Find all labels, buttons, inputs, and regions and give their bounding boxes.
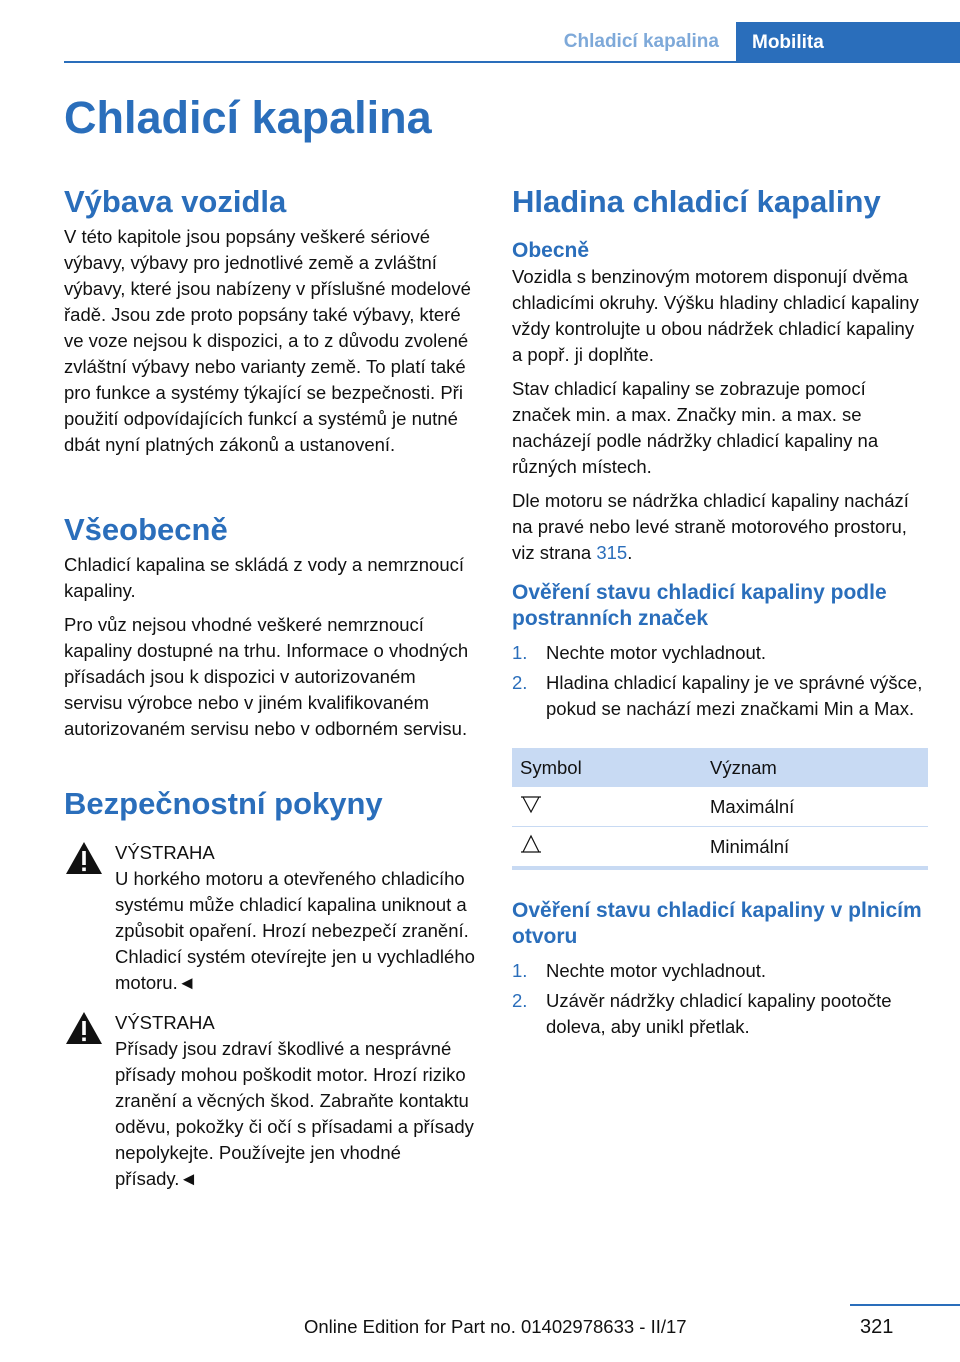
left-column — [64, 180, 478, 1192]
warning-2-label: VÝSTRAHA — [115, 1012, 215, 1033]
header-chapter: Mobilita — [736, 22, 960, 63]
page-number: 321 — [860, 1316, 894, 1338]
right-column — [512, 180, 928, 1044]
heading-equipment: Výbava vozidla — [64, 184, 287, 219]
para-equipment: V této kapitole jsou popsány veškeré sériové výbavy, výbavy pro jednotlivé země a zvláštní výbavy, které jsou nabízeny v příslušné modelové řadě. Jsou zde proto popsány také výbavy, které ve voze nejsou k dispozici, a to z důvodu zvolené zvláštní výbavy nebo varianty země. To platí také pro funkce a systémy týkající se bezpečnosti. Při použití odpovídajících funkcí a systémů je nutné dbát nyní platných zákonů a ustanovení. — [64, 226, 471, 455]
para-overview-2: Stav chladicí kapaliny se zobrazuje pomocí značek min. a max. Značky min. a max. se nacházejí podle nádržky chladicí kapaliny na různých místech. — [512, 378, 879, 477]
heading-safety: Bezpečnostní pokyny — [64, 786, 383, 821]
marks-table — [512, 748, 928, 870]
warning-1 — [64, 840, 478, 996]
filler-steps-list — [512, 958, 928, 1040]
side-steps-list — [512, 640, 928, 722]
list-item: 2. Uzávěr nádržky chladicí kapaliny pootočte doleva, aby unikl přetlak. — [512, 990, 892, 1037]
heading-general: Všeobecně — [64, 512, 228, 547]
page-link-315[interactable]: 315 — [596, 542, 628, 563]
col-symbol: Symbol — [512, 748, 702, 787]
para-general-1: Chladicí kapalina se skládá z vody a nemrznoucí kapaliny. — [64, 554, 465, 601]
table-row — [512, 827, 928, 869]
page-number-rule — [850, 1304, 960, 1306]
para-overview-3: Dle motoru se nádržka chladicí kapaliny nachází na pravé nebo levé straně motorového prostoru, viz strana 315. — [512, 490, 909, 563]
list-item: 1. Nechte motor vychladnout. — [512, 960, 767, 981]
warning-1-label: VÝSTRAHA — [115, 842, 215, 863]
warning-icon — [64, 1010, 104, 1046]
row-max: Maximální — [702, 787, 928, 827]
header-rule — [64, 61, 960, 63]
heading-filler: Ověření stavu chladicí kapaliny v plnicím otvoru — [512, 899, 922, 948]
heading-side-marks: Ověření stavu chladicí kapaliny podle postranních značek — [512, 581, 887, 630]
header-section: Chladicí kapalina — [563, 31, 719, 52]
min-mark-icon — [520, 833, 542, 855]
page-title: Chladicí kapalina — [64, 92, 432, 143]
row-min: Minimální — [702, 827, 928, 869]
list-item: 1. Nechte motor vychladnout. — [512, 642, 767, 663]
max-mark-icon — [520, 793, 542, 815]
warning-icon — [64, 840, 104, 876]
heading-coolant-level: Hladina chladicí kapaliny — [512, 184, 881, 219]
list-item: 2. Hladina chladicí kapaliny je ve správné výšce, pokud se nachází mezi značkami Min a Max. — [512, 672, 923, 719]
warning-1-text: U horkého motoru a otevřeného chladicího systému může chladicí kapalina uniknout a způsobit opaření. Hrozí nebezpečí zranění. Chladicí systém otevírejte jen u vychladlého motoru.◄ — [115, 868, 475, 993]
col-meaning: Význam — [702, 748, 928, 787]
table-row — [512, 787, 928, 827]
warning-2 — [64, 1010, 478, 1192]
footer-edition: Online Edition for Part no. 01402978633 - II/17 — [304, 1316, 687, 1337]
warning-2-text: Přísady jsou zdraví škodlivé a nesprávné přísady mohou poškodit motor. Hrozí riziko zranění a věcných škod. Zabraňte kontaktu oděvu, pokožky či očí s přísadami a přísady nepolykejte. Používejte jen vhodné přísady.◄ — [115, 1038, 474, 1189]
para-overview-1: Vozidla s benzinovým motorem disponují dvěma chladicími okruhy. Výšku hladiny chladicí kapaliny vždy kontrolujte u obou nádržek chladicí kapaliny a popř. ji doplňte. — [512, 266, 919, 365]
para-general-2: Pro vůz nejsou vhodné veškeré nemrznoucí kapaliny dostupné na trhu. Informace o vhodných přísadách jsou k dispozici v autorizovaném servisu výrobce nebo v jiném kvalifikovaném autorizovaném servisu nebo v odborném servisu. — [64, 614, 469, 739]
heading-overview: Obecně — [512, 239, 590, 262]
